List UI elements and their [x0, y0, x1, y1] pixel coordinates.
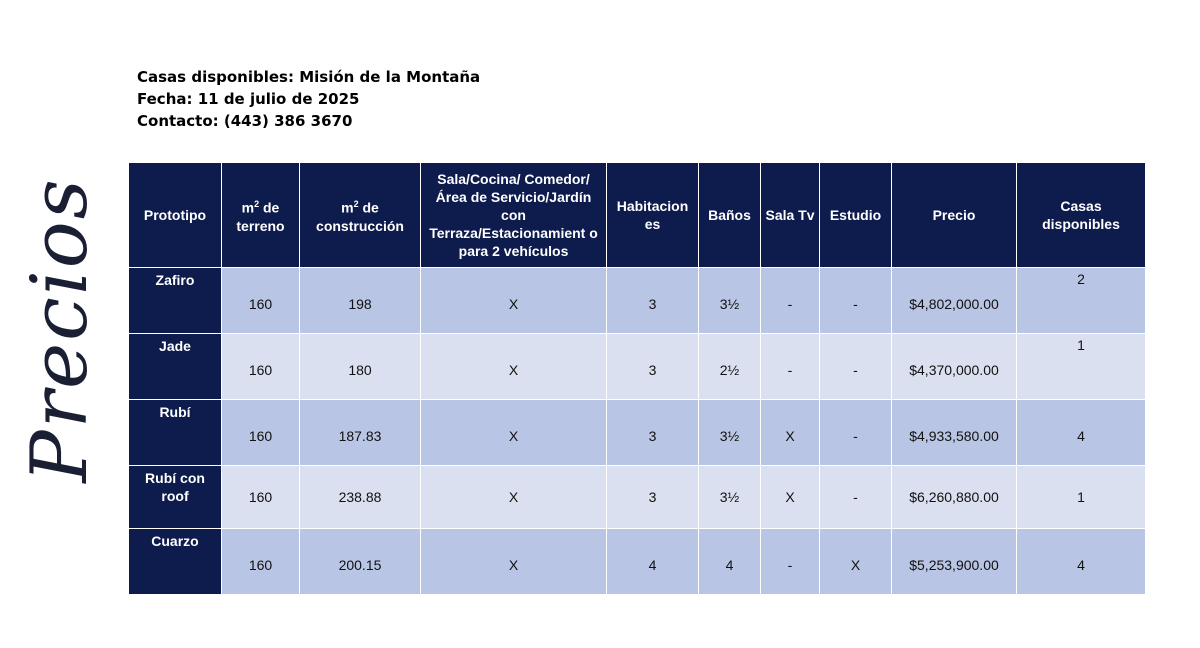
header-development-line: Casas disponibles: Misión de la Montaña [137, 68, 481, 86]
header-contact-line: Contacto: (443) 386 3670 [137, 112, 353, 130]
cell-construccion: 198 [300, 268, 421, 334]
cell-casas: 1 [1017, 334, 1146, 400]
cell-sala-tv: - [761, 529, 820, 595]
cell-construccion: 238.88 [300, 466, 421, 529]
cell-banos: 3½ [699, 466, 761, 529]
cell-sala-tv: - [761, 268, 820, 334]
cell-amenidades: X [421, 268, 607, 334]
cell-amenidades: X [421, 529, 607, 595]
cell-estudio: X [820, 529, 892, 595]
side-title: Precios [15, 177, 105, 483]
document-header [137, 66, 480, 132]
cell-precio: $5,253,900.00 [892, 529, 1017, 595]
cell-habitaciones: 3 [607, 466, 699, 529]
table-row [129, 334, 1146, 400]
cell-precio: $6,260,880.00 [892, 466, 1017, 529]
table-row [129, 466, 1146, 529]
table-row [129, 529, 1146, 595]
cell-sala-tv: - [761, 334, 820, 400]
col-header-precio: Precio [892, 163, 1017, 268]
cell-precio: $4,802,000.00 [892, 268, 1017, 334]
cell-habitaciones: 3 [607, 268, 699, 334]
cell-estudio: - [820, 268, 892, 334]
col-header-amenidades: Sala/Cocina/ Comedor/Área de Servicio/Jardín con Terraza/Estacionamient o para 2 vehículos [421, 163, 607, 268]
cell-casas: 2 [1017, 268, 1146, 334]
col-header-prototipo: Prototipo [129, 163, 222, 268]
cell-terreno: 160 [222, 529, 300, 595]
cell-construccion: 180 [300, 334, 421, 400]
cell-banos: 2½ [699, 334, 761, 400]
col-header-terreno: $m^2$ de terreno [222, 163, 300, 268]
col-header-sala-tv: Sala Tv [761, 163, 820, 268]
cell-amenidades: X [421, 334, 607, 400]
cell-prototipo: Zafiro [129, 268, 222, 334]
col-header-estudio: Estudio [820, 163, 892, 268]
col-header-habitaciones: Habitacion es [607, 163, 699, 268]
cell-amenidades: X [421, 466, 607, 529]
col-header-casas: Casas disponibles [1017, 163, 1146, 268]
cell-estudio: - [820, 400, 892, 466]
cell-terreno: 160 [222, 334, 300, 400]
cell-habitaciones: 4 [607, 529, 699, 595]
cell-casas: 4 [1017, 400, 1146, 466]
cell-banos: 3½ [699, 268, 761, 334]
cell-sala-tv: X [761, 466, 820, 529]
cell-prototipo: Jade [129, 334, 222, 400]
prices-table [128, 162, 1146, 595]
cell-construccion: 200.15 [300, 529, 421, 595]
table-row [129, 268, 1146, 334]
cell-precio: $4,370,000.00 [892, 334, 1017, 400]
cell-construccion: 187.83 [300, 400, 421, 466]
cell-sala-tv: X [761, 400, 820, 466]
col-header-construccion: $m^2$ de construcción [300, 163, 421, 268]
cell-terreno: 160 [222, 400, 300, 466]
cell-terreno: 160 [222, 466, 300, 529]
cell-habitaciones: 3 [607, 334, 699, 400]
cell-terreno: 160 [222, 268, 300, 334]
cell-habitaciones: 3 [607, 400, 699, 466]
header-date-line: Fecha: 11 de julio de 2025 [137, 90, 360, 108]
cell-precio: $4,933,580.00 [892, 400, 1017, 466]
cell-banos: 4 [699, 529, 761, 595]
col-header-banos: Baños [699, 163, 761, 268]
cell-casas: 4 [1017, 529, 1146, 595]
cell-casas: 1 [1017, 466, 1146, 529]
cell-prototipo: Rubí [129, 400, 222, 466]
cell-amenidades: X [421, 400, 607, 466]
table-row [129, 400, 1146, 466]
cell-estudio: - [820, 334, 892, 400]
cell-banos: 3½ [699, 400, 761, 466]
table-header-row [129, 163, 1146, 268]
cell-prototipo: Cuarzo [129, 529, 222, 595]
cell-prototipo: Rubí con roof [129, 466, 222, 529]
cell-estudio: - [820, 466, 892, 529]
